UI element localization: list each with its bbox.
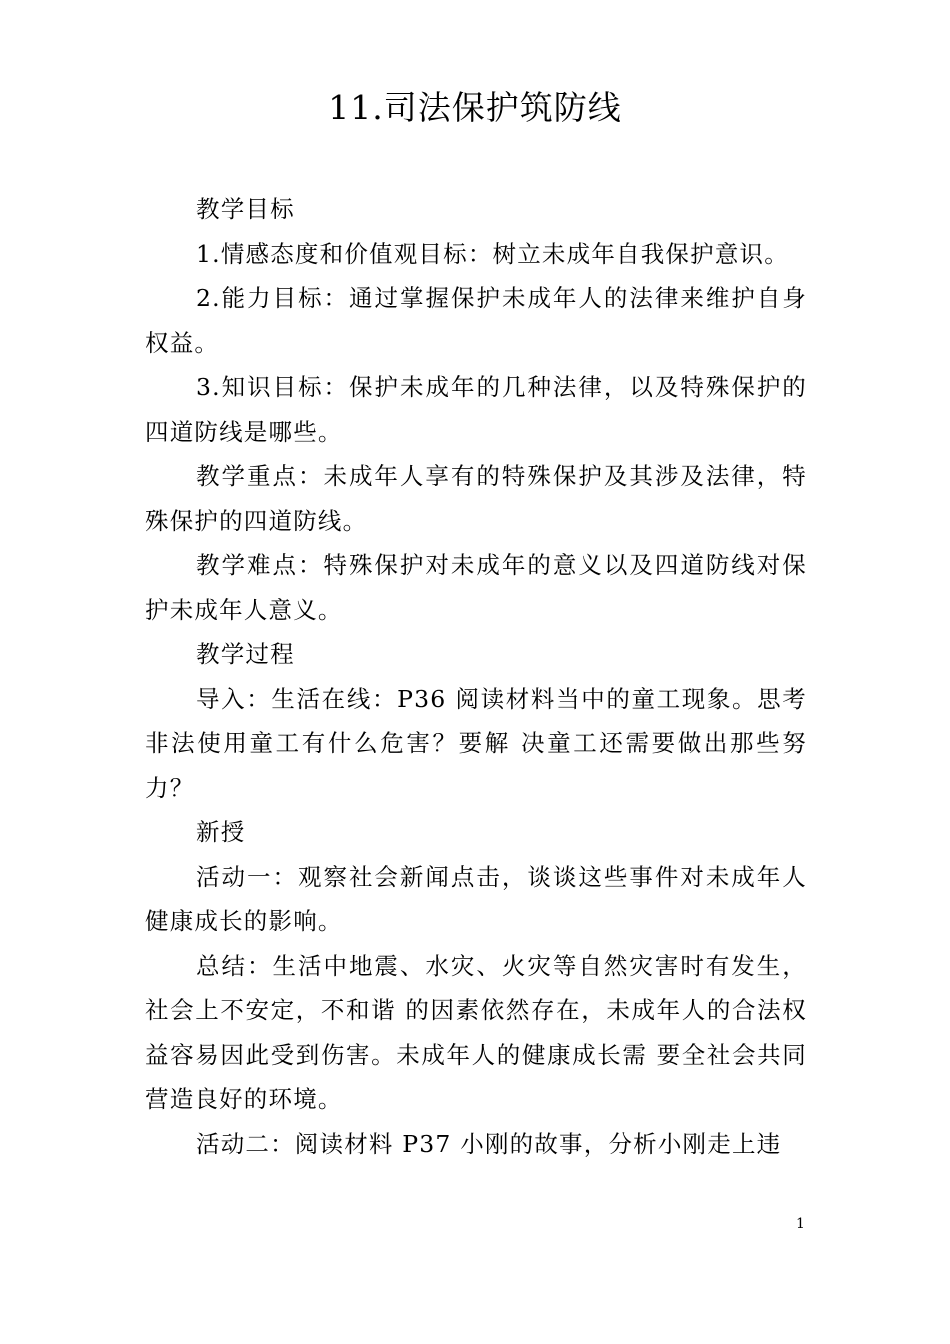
heading-new-lesson: 新授 bbox=[196, 818, 246, 846]
document-title: 11.司法保护筑防线 bbox=[328, 88, 622, 127]
goal-ability: 2.能力目标：通过掌握保护未成年人的法律来维护自身权益。 bbox=[145, 284, 807, 357]
teaching-difficulties: 教学难点：特殊保护对未成年的意义以及四道防线对保护未成年人意义。 bbox=[145, 551, 807, 624]
heading-teaching-process: 教学过程 bbox=[196, 640, 295, 668]
summary-paragraph: 总结：生活中地震、水灾、火灾等自然灾害时有发生，社会上不安定，不和谐 的因素依然存在，未成年人的合法权益容易因此受到伤害。未成年人的健康成长需 要全社会共同营造良好的环境。 bbox=[145, 951, 807, 1113]
teaching-key-points: 教学重点：未成年人享有的特殊保护及其涉及法律，特殊保护的四道防线。 bbox=[145, 462, 807, 535]
goal-knowledge: 3.知识目标：保护未成年的几种法律，以及特殊保护的四道防线是哪些。 bbox=[145, 373, 807, 446]
activity-two: 活动二：阅读材料 P37 小刚的故事，分析小刚走上违 bbox=[196, 1129, 782, 1158]
page-number: 1 bbox=[796, 1216, 805, 1232]
activity-one: 活动一：观察社会新闻点击，谈谈这些事件对未成年人健康成长的影响。 bbox=[145, 862, 807, 935]
goal-emotion: 1.情感态度和价值观目标：树立未成年自我保护意识。 bbox=[196, 239, 789, 268]
introduction-paragraph: 导入：生活在线：P36 阅读材料当中的童工现象。思考非法使用童工有什么危害？要解 决童工还需要做出那些努力？ bbox=[145, 684, 807, 802]
document-body bbox=[145, 187, 807, 1166]
heading-teaching-goals: 教学目标 bbox=[196, 195, 295, 223]
